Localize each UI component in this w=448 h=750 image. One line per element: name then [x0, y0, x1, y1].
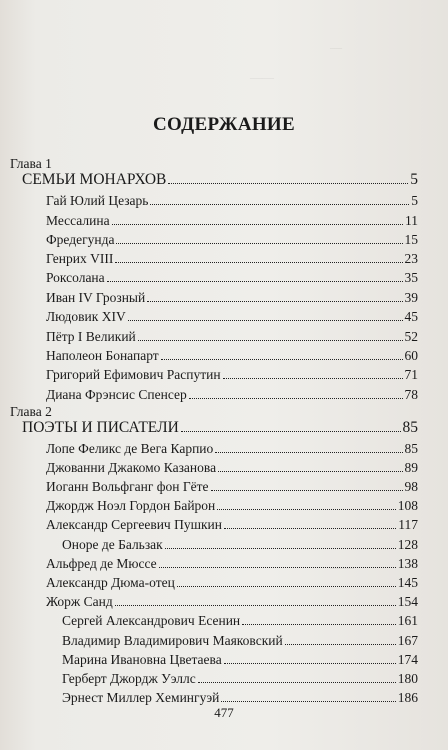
entry-title: Диана Фрэнсис Спенсер	[46, 387, 187, 402]
page-number: 161	[397, 613, 418, 628]
dot-leader	[189, 398, 403, 399]
page-number: 5	[411, 193, 418, 208]
dot-leader	[215, 452, 402, 453]
bleed-through-text: —	[330, 40, 342, 54]
toc-entry[interactable]	[46, 574, 418, 592]
dot-leader	[161, 359, 403, 360]
toc-entry[interactable]	[46, 250, 418, 268]
bleed-through-text: ——	[250, 70, 274, 84]
page-number: 180	[397, 671, 418, 686]
page-number: 167	[397, 633, 418, 648]
entry-title: Роксолана	[46, 270, 105, 285]
toc-entry[interactable]	[62, 632, 418, 650]
entry-title: Оноре де Бальзак	[62, 537, 163, 552]
toc-entry[interactable]	[46, 289, 418, 307]
entry-title: Сергей Александрович Есенин	[62, 613, 241, 628]
entry-title: Лопе Феликс де Вега Карпио	[46, 441, 214, 456]
entry-title: Иоганн Вольфганг фон Гёте	[46, 479, 209, 494]
toc-entry[interactable]	[62, 536, 418, 554]
toc-entry[interactable]	[62, 612, 418, 630]
dot-leader	[168, 183, 408, 184]
entry-title: Марина Ивановна Цветаева	[62, 652, 222, 667]
page-number: 78	[404, 387, 418, 402]
page-number: 52	[404, 329, 418, 344]
entry-title: Иван IV Грозный	[46, 290, 146, 305]
dot-leader	[147, 301, 402, 302]
entry-title: Джованни Джакомо Казанова	[46, 460, 217, 475]
section-title: СЕМЬИ МОНАРХОВ	[22, 171, 167, 188]
toc-entry[interactable]	[46, 478, 418, 496]
page-number: 85	[402, 419, 418, 436]
dot-leader	[223, 378, 403, 379]
entry-title: Герберт Джордж Уэллс	[62, 671, 196, 686]
toc-entry[interactable]	[46, 386, 418, 404]
page-number: 11	[405, 213, 418, 228]
dot-leader	[217, 509, 395, 510]
page-number: 85	[404, 441, 418, 456]
dot-leader	[112, 224, 403, 225]
page-number: 186	[397, 690, 418, 705]
dot-leader	[242, 624, 396, 625]
page-number: 89	[404, 460, 418, 475]
toc-entry[interactable]	[46, 328, 418, 346]
entry-title: Владимир Владимирович Маяковский	[62, 633, 283, 648]
toc-section[interactable]	[22, 419, 418, 437]
dot-leader	[224, 663, 396, 664]
page-number: 45	[404, 309, 418, 324]
toc-entry[interactable]	[46, 231, 418, 249]
entry-title: Жорж Санд	[46, 594, 113, 609]
chapter-label: Глава 1	[10, 156, 52, 171]
dot-leader	[165, 548, 396, 549]
dot-leader	[221, 701, 395, 702]
entry-title: Мессалина	[46, 213, 110, 228]
toc-entry[interactable]	[46, 192, 418, 210]
dot-leader	[224, 528, 396, 529]
page-number: 60	[404, 348, 418, 363]
dot-leader	[107, 281, 403, 282]
page-number: 15	[404, 232, 418, 247]
toc-entry[interactable]	[46, 212, 418, 230]
entry-title: Альфред де Мюссе	[46, 556, 157, 571]
entry-title: Людовик XIV	[46, 309, 126, 324]
dot-leader	[159, 567, 396, 568]
toc-section[interactable]	[22, 171, 418, 189]
toc-entry[interactable]	[46, 516, 418, 534]
page-number: 174	[397, 652, 418, 667]
dot-leader	[138, 340, 403, 341]
entry-title: Эрнест Миллер Хемингуэй	[62, 690, 220, 705]
toc-entry[interactable]	[46, 459, 418, 477]
page-number: 35	[404, 270, 418, 285]
toc-entry[interactable]	[46, 347, 418, 365]
toc-entry[interactable]	[46, 308, 418, 326]
page-number: 154	[397, 594, 418, 609]
page-number: 108	[397, 498, 418, 513]
toc-entry[interactable]	[46, 555, 418, 573]
page-number: 128	[397, 537, 418, 552]
toc-entry[interactable]	[46, 497, 418, 515]
dot-leader	[116, 243, 402, 244]
page-folio: 477	[214, 705, 234, 720]
entry-title: Григорий Ефимович Распутин	[46, 367, 221, 382]
entry-title: Джордж Ноэл Гордон Байрон	[46, 498, 216, 513]
page-title: СОДЕРЖАНИЕ	[153, 114, 295, 135]
page-number: 39	[404, 290, 418, 305]
page-number: 117	[398, 517, 418, 532]
dot-leader	[211, 490, 403, 491]
dot-leader	[128, 320, 403, 321]
dot-leader	[181, 431, 401, 432]
section-title: ПОЭТЫ И ПИСАТЕЛИ	[22, 419, 179, 436]
entry-title: Александр Дюма-отец	[46, 575, 175, 590]
chapter-label: Глава 2	[10, 404, 52, 419]
page-number: 5	[410, 171, 418, 188]
entry-title: Гай Юлий Цезарь	[46, 193, 149, 208]
dot-leader	[115, 262, 402, 263]
page-number: 23	[404, 251, 418, 266]
page-number: 98	[404, 479, 418, 494]
entry-title: Александр Сергеевич Пушкин	[46, 517, 222, 532]
bleed-through-text: ——	[330, 560, 354, 574]
page-number: 145	[397, 575, 418, 590]
entry-title: Генрих VIII	[46, 251, 114, 266]
dot-leader	[150, 204, 409, 205]
dot-leader	[198, 682, 396, 683]
dot-leader	[285, 644, 396, 645]
entry-title: Пётр I Великий	[46, 329, 136, 344]
page-number: 71	[404, 367, 418, 382]
entry-title: Фредегунда	[46, 232, 115, 247]
dot-leader	[115, 605, 396, 606]
toc-entry[interactable]	[46, 269, 418, 287]
dot-leader	[218, 471, 402, 472]
page-number: 138	[397, 556, 418, 571]
dot-leader	[177, 586, 396, 587]
toc-entry[interactable]	[62, 651, 418, 669]
toc-entry[interactable]	[46, 593, 418, 611]
toc-entry[interactable]	[46, 440, 418, 458]
toc-entry[interactable]	[62, 670, 418, 688]
entry-title: Наполеон Бонапарт	[46, 348, 159, 363]
toc-entry[interactable]	[46, 366, 418, 384]
